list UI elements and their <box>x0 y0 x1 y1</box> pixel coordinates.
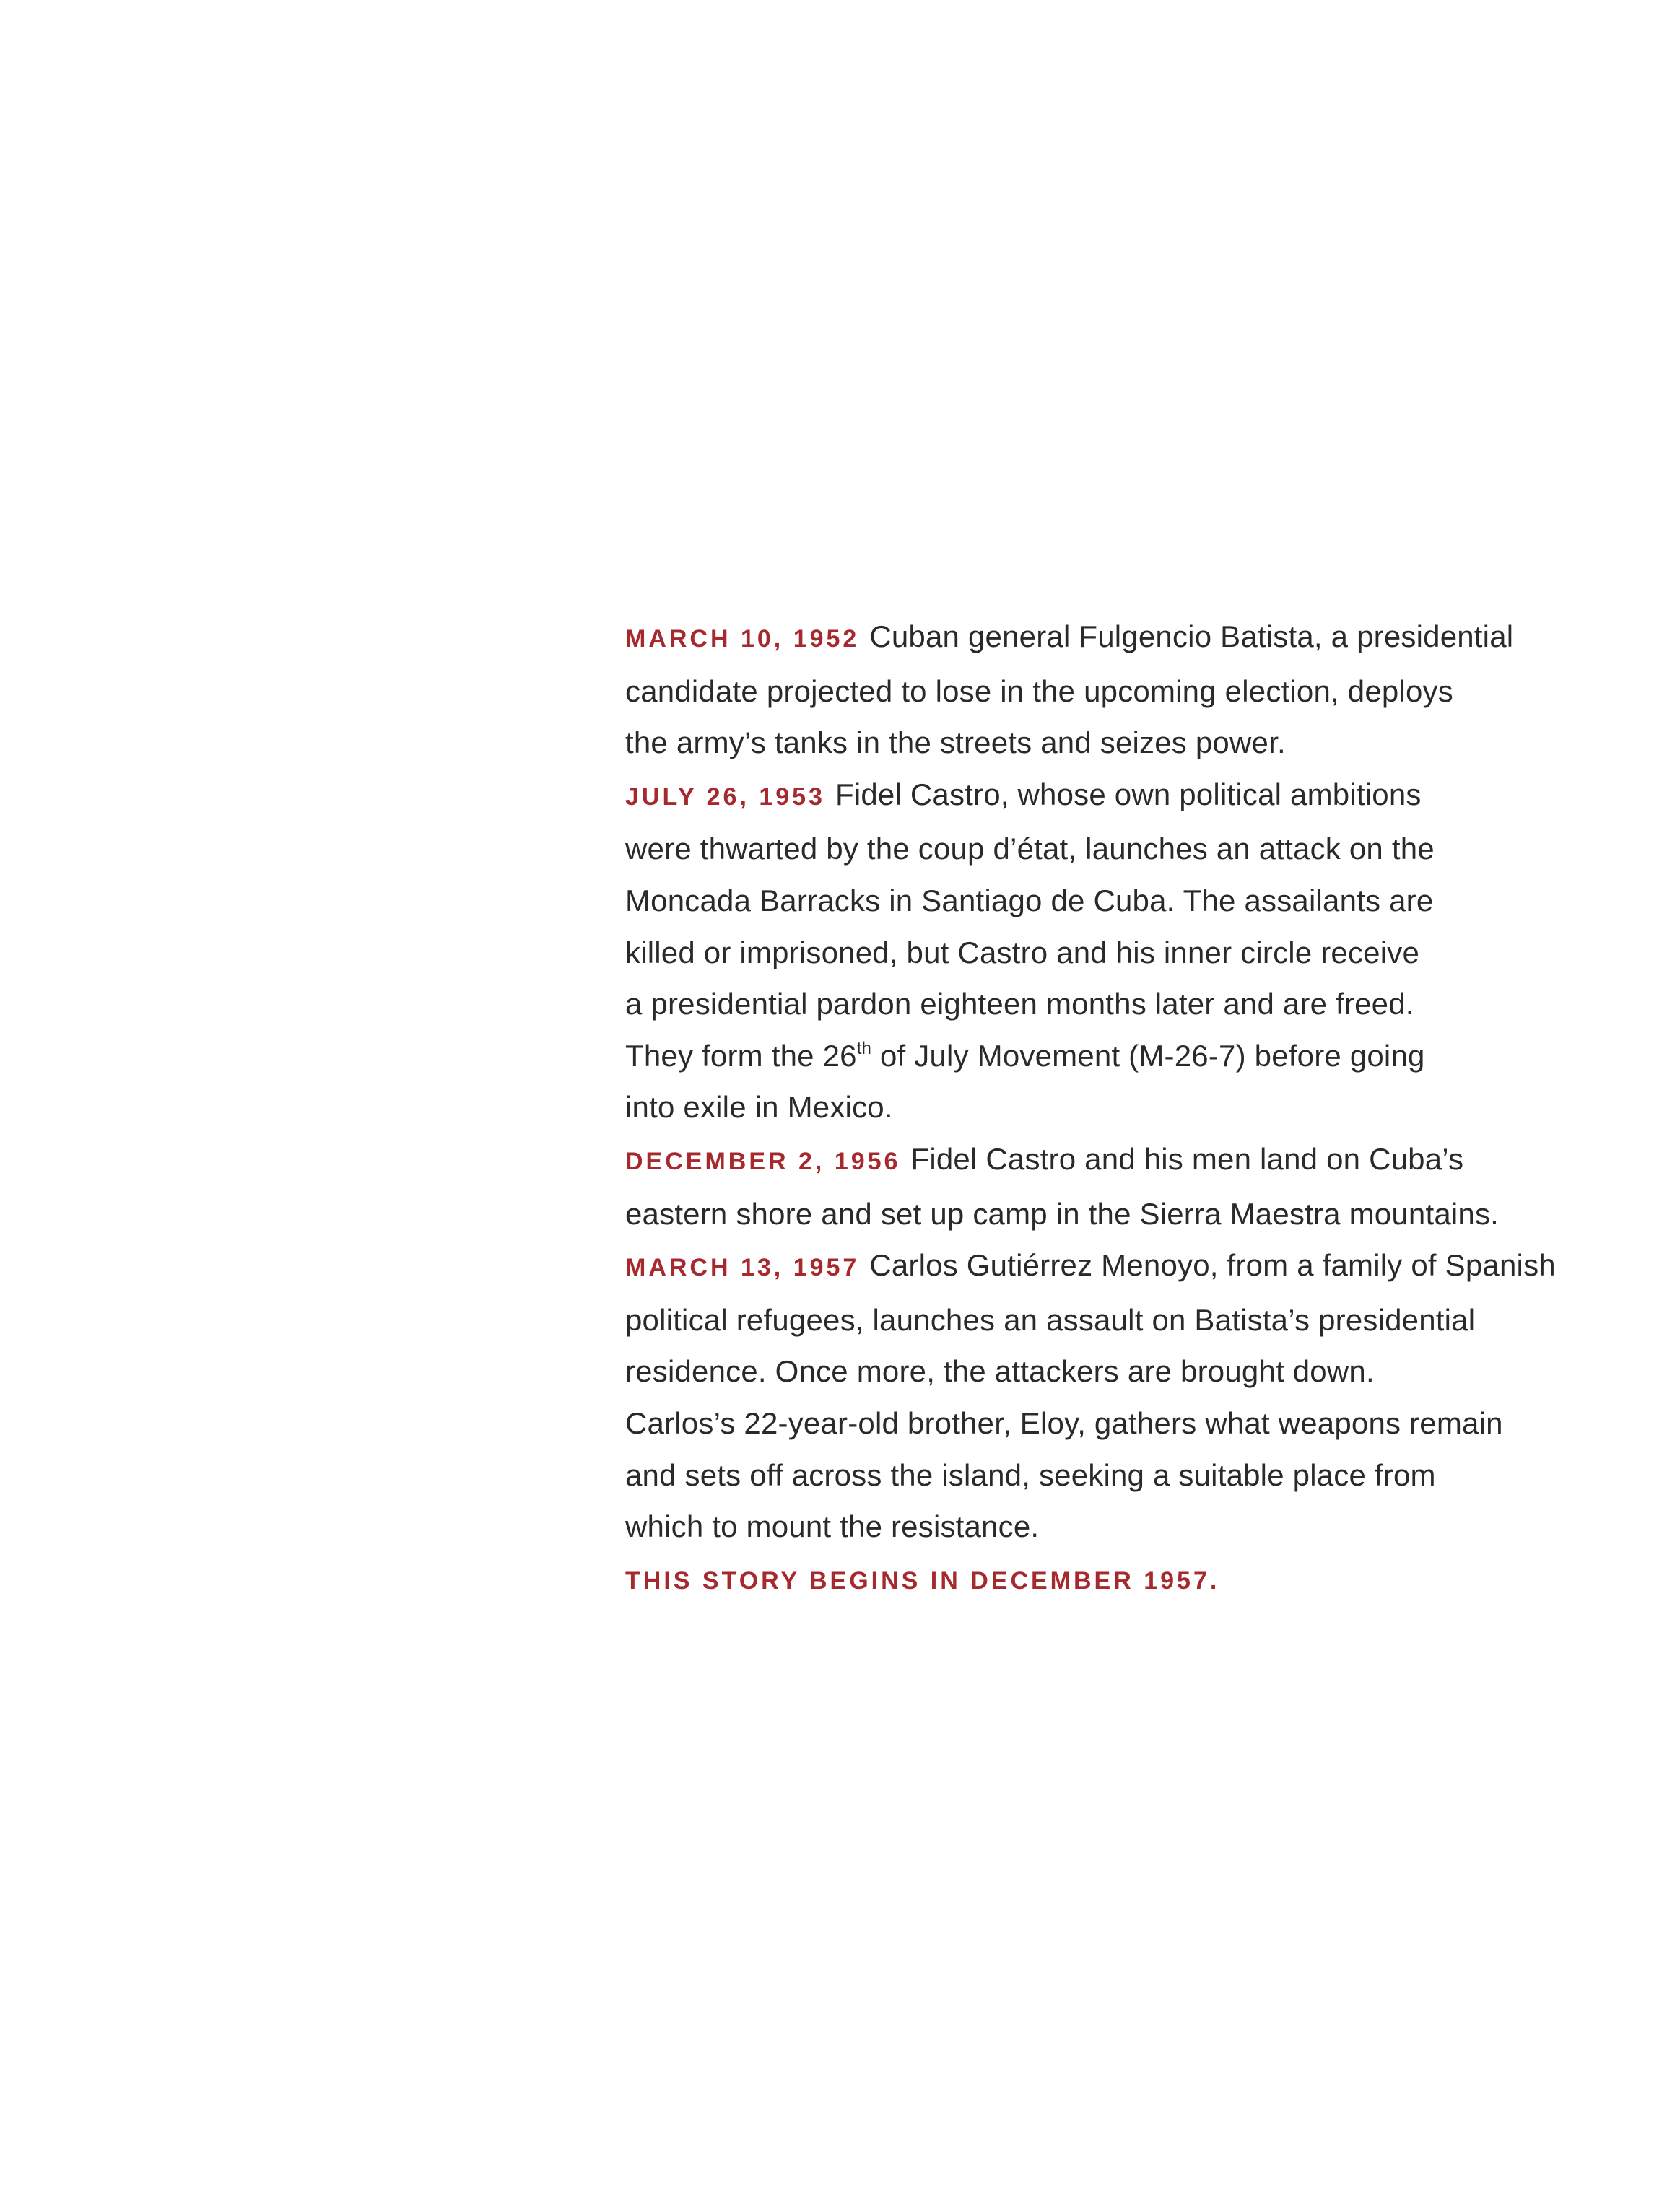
timeline-text: Cuban general Fulgencio Batista, a presidential <box>869 619 1514 653</box>
ordinal-suffix: th <box>856 1038 872 1058</box>
timeline-text: of July Movement (M-26-7) before going <box>879 1038 1425 1073</box>
timeline-line <box>625 1239 1564 1294</box>
timeline-line: and sets off across the island, seeking a suitable place from <box>625 1457 1436 1492</box>
timeline-date: MARCH 10, 1952 <box>625 625 860 653</box>
timeline-line: Moncada Barracks in Santiago de Cuba. The assailants are <box>625 883 1434 917</box>
timeline-date: MARCH 13, 1957 <box>625 1254 860 1282</box>
timeline-text: They form the 26 <box>625 1038 857 1073</box>
timeline-line: into exile in Mexico. <box>625 1090 893 1125</box>
timeline-text: Carlos Gutiérrez Menoyo, from a family of Spanish <box>869 1248 1556 1283</box>
timeline-line: were thwarted by the coup d’état, launches an attack on the <box>625 832 1435 866</box>
timeline-line <box>625 1553 1564 1608</box>
timeline-line: the army’s tanks in the streets and seizes power. <box>625 725 1286 760</box>
timeline-line: residence. Once more, the attackers are brought down. <box>625 1354 1375 1389</box>
timeline-text: Fidel Castro and his men land on Cuba’s <box>910 1141 1464 1176</box>
timeline-line <box>625 1030 1564 1082</box>
timeline-line: which to mount the resistance. <box>625 1509 1040 1544</box>
timeline-line: political refugees, launches an assault on Batista’s presidential <box>625 1302 1476 1337</box>
timeline-line <box>625 1133 1564 1188</box>
timeline-line <box>625 769 1564 824</box>
timeline-line: eastern shore and set up camp in the Sierra Maestra mountains. <box>625 1196 1500 1231</box>
timeline-line <box>625 611 1564 666</box>
timeline-line: candidate projected to lose in the upcoming election, deploys <box>625 673 1453 708</box>
closing-statement: THIS STORY BEGINS IN DECEMBER 1957. <box>625 1566 1220 1595</box>
timeline-text-block <box>625 611 1564 1607</box>
timeline-text: Fidel Castro, whose own political ambitions <box>835 777 1422 811</box>
timeline-date: JULY 26, 1953 <box>625 782 825 811</box>
timeline-line: a presidential pardon eighteen months later and are freed. <box>625 987 1414 1021</box>
timeline-line: killed or imprisoned, but Castro and his inner circle receive <box>625 935 1420 969</box>
timeline-date: DECEMBER 2, 1956 <box>625 1147 901 1175</box>
timeline-line: Carlos’s 22-year-old brother, Eloy, gathers what weapons remain <box>625 1405 1503 1440</box>
